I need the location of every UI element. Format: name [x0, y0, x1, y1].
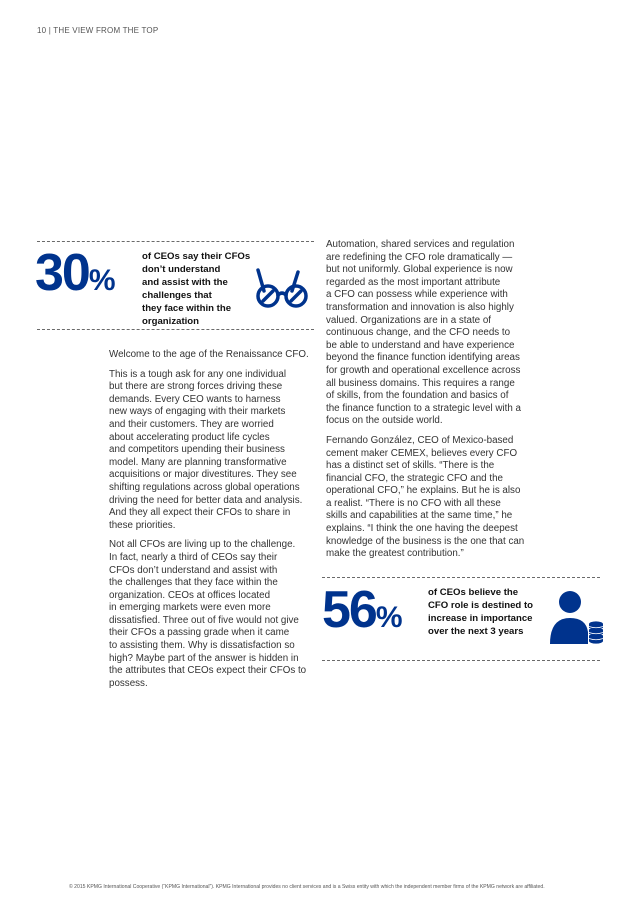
paragraph: [109, 369, 319, 533]
text-line: the challenges that they face within the: [109, 577, 278, 589]
text-line: cement maker CEMEX, believes every CFO: [326, 447, 518, 459]
stat1-line: of CEOs say their CFOs: [142, 251, 251, 262]
glasses-icon: [254, 268, 310, 314]
text-line: Automation, shared services and regulation: [326, 239, 515, 250]
text-line: in emerging markets were even more: [109, 602, 271, 614]
text-line: high? Maybe part of the answer is hidden in: [109, 652, 299, 664]
text-line: has a distinct set of skills. “There is the: [326, 460, 495, 472]
text-line: Fernando González, CEO of Mexico-based: [326, 434, 514, 446]
text-line: make the greatest contribution.”: [326, 548, 464, 560]
text-line: shifting regulations across global operations: [109, 481, 300, 493]
text-line: new ways of engaging with their markets: [109, 406, 286, 418]
stat2-text: [428, 586, 533, 638]
text-line: the attributes that CEOs expect their CFOs to: [109, 665, 307, 677]
text-line: to assisting them. Why is dissatisfaction so: [109, 640, 295, 652]
stat1-number: 30: [35, 244, 89, 302]
text-line: In fact, nearly a third of CEOs say their: [109, 551, 278, 563]
stat1-figure: [35, 243, 116, 303]
stat2-line: over the next 3 years: [428, 626, 524, 637]
footer-copyright: © 2015 KPMG International Cooperative (“KPMG International”). KPMG International provides no client services and is a Swiss entity with which the independent member firms of the KPMG network are affiliated.: [69, 884, 545, 890]
text-line: but there are strong forces driving these: [109, 381, 283, 393]
page-header: 10 | THE VIEW FROM THE TOP: [37, 26, 159, 35]
text-line: demands. Every CEO wants to harness: [109, 393, 281, 405]
stat1-line: organization: [142, 316, 200, 327]
stat1-percent: %: [88, 264, 116, 297]
text-line: dissatisfied. Three out of five would not give: [109, 614, 299, 626]
text-line: CFOs don’t understand and assist with: [109, 564, 278, 576]
text-line: acquisitions or major divestitures. They see: [109, 469, 297, 481]
text-line: are redefining the CFO role dramatically —: [326, 251, 513, 263]
text-line: their CFOs a passing grade when it came: [109, 627, 290, 639]
text-line: about accelerating product life cycles: [109, 431, 270, 443]
stat2-percent: %: [375, 601, 403, 634]
text-line: transformation and innovation is also highly: [326, 301, 514, 313]
text-line: organization. CEOs at offices located: [109, 589, 271, 601]
text-line: valued. Organizations are in a state of: [326, 314, 492, 326]
text-line: a CFO can possess while experience with: [326, 289, 508, 301]
paragraph: [326, 435, 576, 561]
stat1-text: [142, 250, 250, 328]
left-column: [109, 349, 319, 697]
text-line: Welcome to the age of the Renaissance CFO.: [109, 349, 309, 360]
paragraph: [109, 539, 319, 690]
paragraph: [326, 239, 576, 428]
stat1-line: challenges that: [142, 290, 212, 301]
text-line: these priorities.: [109, 519, 176, 531]
text-line: for growth and operational excellence across: [326, 364, 521, 376]
text-line: knowledge of the business is the one that can: [326, 535, 525, 547]
text-line: possess.: [109, 677, 148, 689]
text-line: Not all CFOs are living up to the challenge.: [109, 539, 296, 551]
text-line: all business domains. This requires a range: [326, 377, 515, 389]
text-line: driving the need for better data and analysis.: [109, 494, 303, 506]
text-line: explains. “I think the one having the deepest: [326, 523, 518, 535]
stat2-figure: [322, 580, 403, 640]
text-line: skills and capabilities at the same time,” he: [326, 510, 513, 522]
text-line: continuous change, and the CFO needs to: [326, 327, 511, 339]
text-line: focus on the outside world.: [326, 415, 443, 427]
text-line: and competitors upending their business: [109, 444, 285, 456]
stat1-line: and assist with the: [142, 277, 228, 288]
text-line: model. Many are planning transformative: [109, 456, 287, 468]
text-line: a realist. “There is no CFO with all these: [326, 497, 501, 509]
text-line: financial CFO, the strategic CFO and the: [326, 472, 503, 484]
text-line: operational CFO,” he explains. But he is also: [326, 485, 521, 497]
text-line: and their customers. They are worried: [109, 418, 274, 430]
text-line: of skills, from the foundation and basics of: [326, 390, 509, 402]
text-line: be able to understand and have experience: [326, 339, 515, 351]
text-line: the finance function to a strategic level with a: [326, 402, 521, 414]
divider-bottom-stat2: [322, 660, 600, 661]
divider-top-stat1: [37, 241, 314, 242]
stat2-line: increase in importance: [428, 613, 533, 624]
stat2-line: of CEOs believe the: [428, 587, 519, 598]
text-line: And they all expect their CFOs to share in: [109, 507, 291, 519]
divider-bottom-stat1: [37, 329, 314, 330]
paragraph: [109, 349, 319, 362]
stat1-line: they face within the: [142, 303, 232, 314]
text-line: but not uniformly. Global experience is now: [326, 264, 513, 276]
text-line: regarded as the most important attribute: [326, 276, 501, 288]
right-column: [326, 239, 576, 568]
text-line: This is a tough ask for any one individual: [109, 368, 286, 380]
stat2-number: 56: [322, 581, 376, 639]
person-with-coins-icon: [548, 588, 604, 648]
stat1-line: don’t understand: [142, 264, 221, 275]
divider-top-stat2: [322, 577, 600, 578]
stat2-line: CFO role is destined to: [428, 600, 534, 611]
text-line: beyond the finance function identifying areas: [326, 352, 520, 364]
